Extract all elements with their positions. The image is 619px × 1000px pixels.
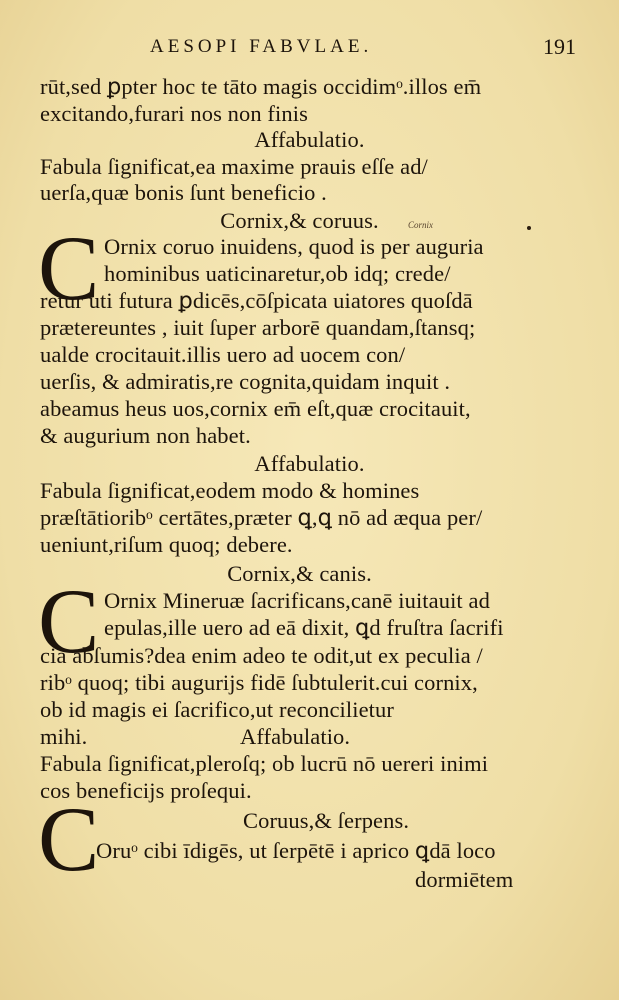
text-line: Fabula ſignificat,eodem modo & homines [40,478,420,503]
section-heading: Affabulatio. [240,724,351,749]
text-line: & augurium non habet. [40,423,251,448]
page-number: 191 [543,34,576,59]
text-line: ob id magis ei ſacrifico,ut reconcilietur [40,697,394,722]
section-heading: Affabulatio. [254,127,365,152]
running-title: AESOPI FABVLAE. [150,36,373,57]
text-line: Ornix Mineruæ ſacrificans,canē iuitauit ad [104,588,490,613]
text-line: præſtātioribᵒ certātes,præter ꝗ,ꝗ nō ad æqua per/ [40,505,483,530]
catchword: dormiētem [415,867,514,892]
text-line: cos beneficijs proſequi. [40,778,252,803]
text-line: Fabula ſignificat,pleroſq; ob lucrū nō uereri inimi [40,751,489,776]
marginal-note: Cornix [408,220,434,230]
text-line: ualde crocitauit.illis uero ad uocem con/ [40,342,406,367]
text-line: Oruᵒ cibi īdigēs, ut ſerpētē i aprico ꝗdā loco [96,838,496,863]
text-line: hominibus uaticinaretur,ob idq; crede/ [104,261,451,286]
text-line: uerſis, & admiratis,re cognita,quidam inquit . [40,369,451,394]
drop-cap-initial: C [38,788,100,890]
text-line: ueniunt,riſum quoq; debere. [40,532,293,557]
drop-cap-initial: C [38,570,100,672]
fable-title: Cornix,& canis. [227,561,372,586]
ornament-dot [527,226,531,230]
text-line: ribᵒ quoq; tibi augurijs fidē ſubtulerit.cui cornix, [40,670,478,695]
text-line: uerſa,quæ bonis ſunt beneficio . [40,180,327,205]
page-header [150,34,580,60]
text-line: Ornix coruo inuidens, quod is per auguria [104,234,484,259]
text-line: cia abſumis?dea enim adeo te odit,ut ex peculia / [40,643,483,668]
fable-title: Cornix,& coruus. [220,208,379,233]
text-line: epulas,ille uero ad eā dixit, ꝗd fruſtra ſacrifi [104,615,504,640]
text-line: Fabula ſignificat,ea maxime prauis eſſe ad/ [40,154,428,179]
drop-cap-initial: C [38,217,100,319]
text-line: rūt,sed ꝑpter hoc te tāto magis occidimᵒ.illos em̄ [40,74,482,99]
section-heading: Affabulatio. [254,451,365,476]
text-line: prætereuntes , iuit ſuper arborē quandam,ſtansq; [40,315,476,340]
text-line: excitando,furari nos non finis [40,101,308,126]
text-line: retur uti futura ꝑdicēs,cōſpicata uiatores quoſdā [40,288,473,313]
fable-title: Coruus,& ſerpens. [243,808,410,833]
text-line: abeamus heus uos,cornix em̄ eſt,quæ crocitauit, [40,396,471,421]
text-line: mihi. [40,724,88,749]
